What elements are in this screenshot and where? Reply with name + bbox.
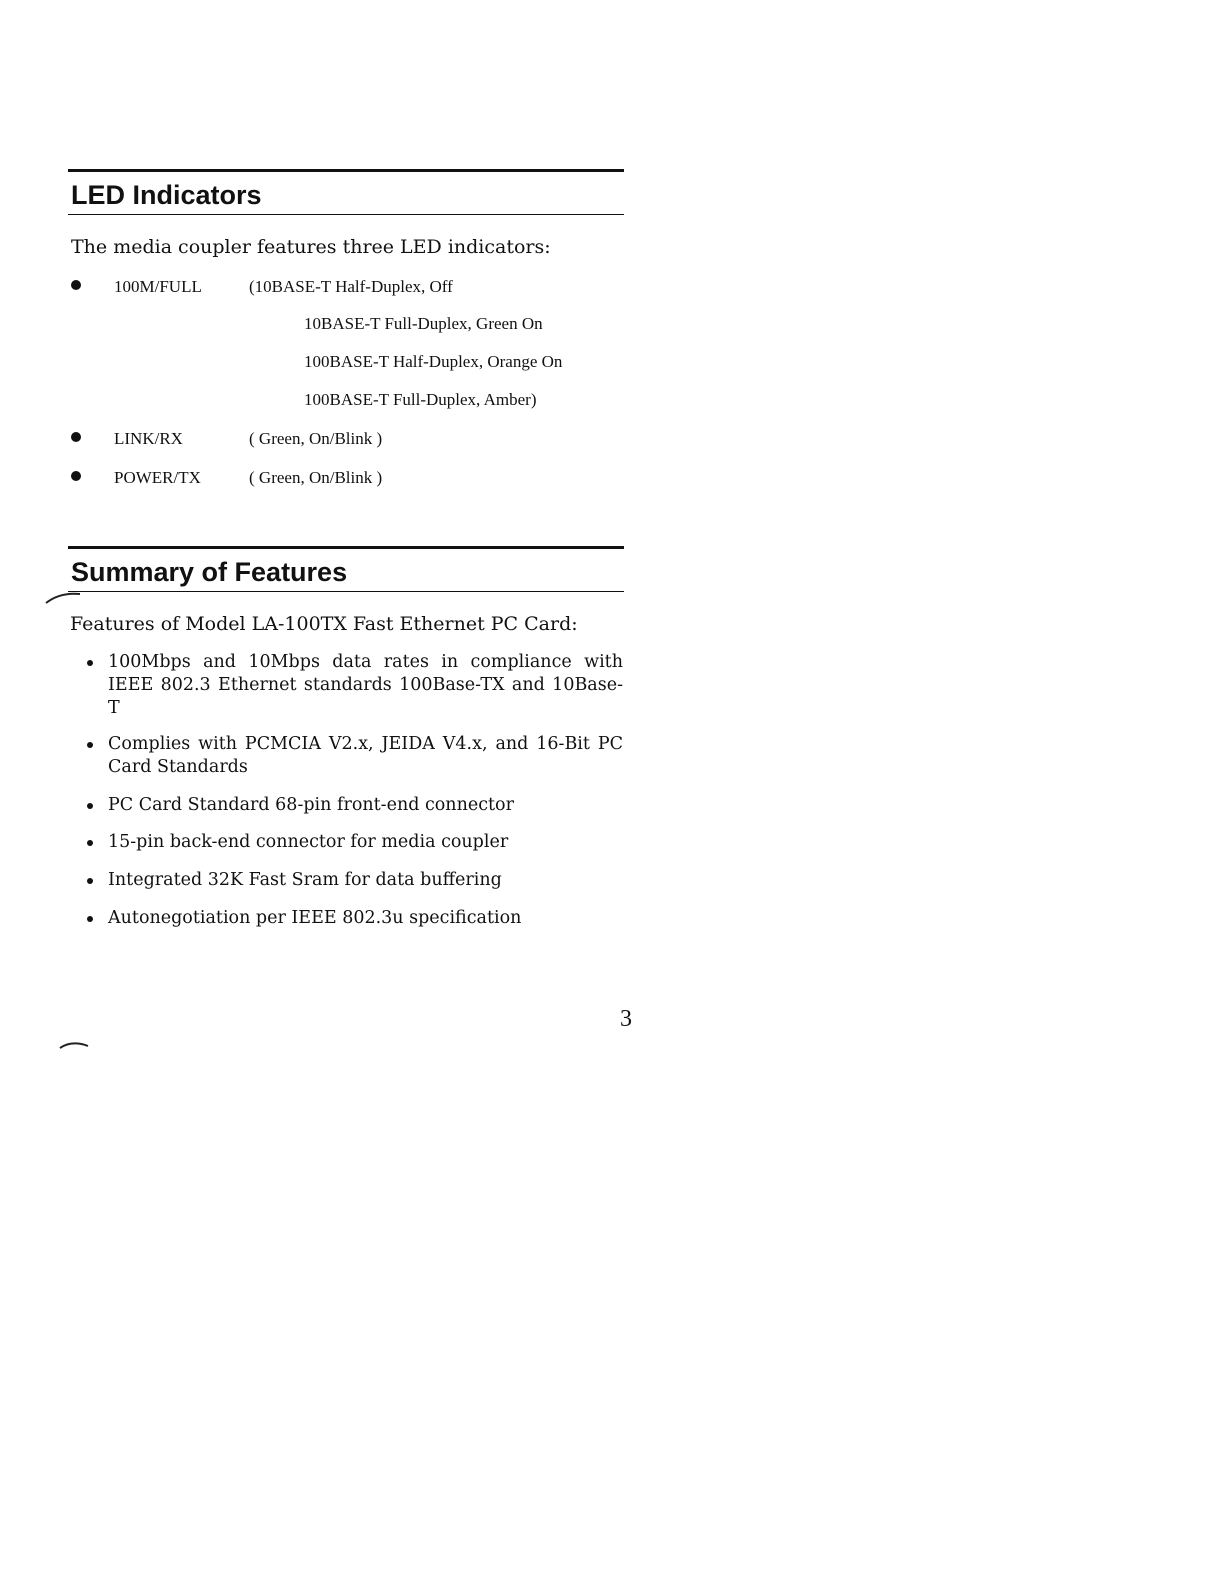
section-title: Summary of Features <box>71 557 348 587</box>
led-name: LINK/RX <box>114 429 183 448</box>
bullet-icon <box>71 471 81 481</box>
feature-text: Autonegotiation per IEEE 802.3u specification <box>108 908 522 928</box>
bullet-icon <box>87 660 93 666</box>
led-description-line: 100BASE-T Full-Duplex, Amber) <box>304 390 537 409</box>
led-description: ( Green, On/Blink ) <box>249 468 383 487</box>
led-description: (10BASE-T Half-Duplex, Off <box>249 277 453 296</box>
features-intro: Features of Model LA-100TX Fast Ethernet PC Card: <box>70 613 578 635</box>
led-name: 100M/FULL <box>114 277 202 296</box>
feature-item <box>87 651 623 720</box>
led-description: ( Green, On/Blink ) <box>249 429 383 448</box>
feature-text: PC Card Standard 68-pin front-end connector <box>108 795 514 815</box>
feature-item <box>87 907 623 930</box>
led-intro: The media coupler features three LED indicators: <box>71 236 551 258</box>
bullet-icon <box>87 803 93 809</box>
led-description-line: 10BASE-T Full-Duplex, Green On <box>304 314 543 333</box>
bullet-icon <box>87 742 93 748</box>
feature-text: 15-pin back-end connector for media coupler <box>108 832 509 852</box>
bullet-icon <box>87 840 93 846</box>
features-section-header <box>68 546 624 592</box>
feature-text: Complies with PCMCIA V2.x, JEIDA V4.x, and 16-Bit PC Card Standards <box>108 734 623 777</box>
feature-text: 100Mbps and 10Mbps data rates in compliance with IEEE 802.3 Ethernet standards 100Base-TX and 10Base-T <box>108 652 623 718</box>
bottom-rule <box>68 214 624 215</box>
led-description-line: 100BASE-T Half-Duplex, Orange On <box>304 352 563 371</box>
feature-item <box>87 733 623 779</box>
scan-artifact <box>44 590 84 606</box>
led-section-header <box>68 169 624 215</box>
bullet-icon <box>87 878 93 884</box>
scan-artifact <box>58 1038 92 1052</box>
feature-item <box>87 869 623 892</box>
led-name: POWER/TX <box>114 468 201 487</box>
page-number: 3 <box>620 1006 632 1032</box>
feature-item <box>87 831 623 854</box>
section-title: LED Indicators <box>71 180 262 210</box>
bullet-icon <box>87 916 93 922</box>
feature-text: Integrated 32K Fast Sram for data buffering <box>108 870 502 890</box>
top-rule <box>68 546 624 549</box>
top-rule <box>68 169 624 172</box>
bottom-rule <box>68 591 624 592</box>
feature-item <box>87 794 623 817</box>
bullet-icon <box>71 432 81 442</box>
bullet-icon <box>71 280 81 290</box>
